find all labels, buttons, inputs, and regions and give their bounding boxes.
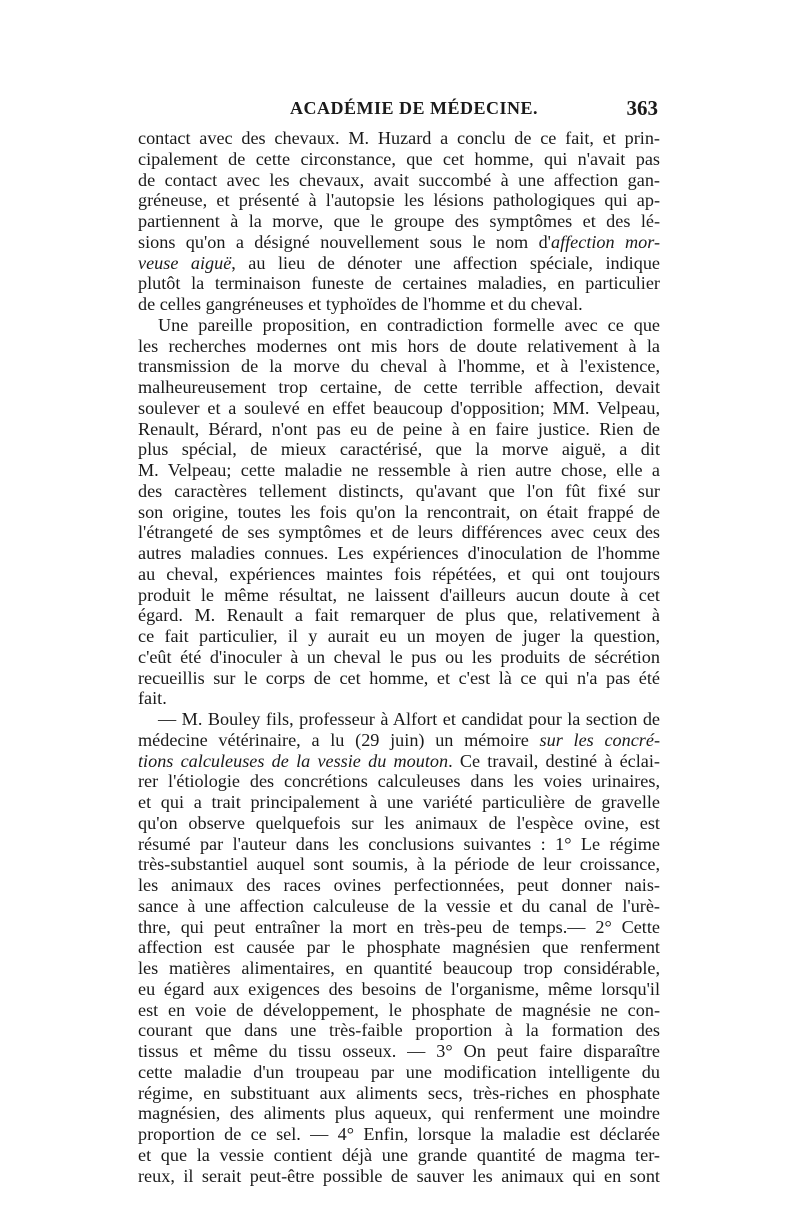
- text-line: proportion de ce sel. — 4° Enfin, lorsque la maladie est déclarée: [138, 1124, 660, 1144]
- paragraph-2: [138, 315, 660, 709]
- page-number: 363: [626, 96, 658, 120]
- text-line: plus spécial, de mieux caractérisé, que la morve aiguë, a dit: [138, 439, 660, 460]
- text-line: des caractères tellement distincts, qu'avant que l'on fût fixé sur: [138, 480, 660, 501]
- text-line: est en voie de développement, le phosphate de magnésie ne con-: [138, 999, 660, 1020]
- text-line: l'étrangeté de ses symptômes et de leurs différences avec ceux des: [138, 522, 660, 543]
- text-line: eu égard aux exigences des besoins de l'organisme, même lorsqu'il: [138, 978, 660, 999]
- text-line: les recherches modernes ont mis hors de doute relativement à la: [138, 335, 660, 356]
- text-line: de contact avec les chevaux, avait succombé à une affection gan-: [138, 169, 660, 190]
- text-line: régime, en substituant aux aliments secs, très-riches en phosphate: [138, 1082, 660, 1103]
- text-line: égard. M. Renault a fait remarquer de plus que, relativement à: [138, 605, 660, 626]
- text-line: c'eût été d'inoculer à un cheval le pus ou les produits de sécrétion: [138, 646, 660, 667]
- text-line: recueillis sur le corps de cet homme, et c'est là ce qui n'a pas été: [138, 667, 660, 688]
- text-line: plutôt la terminaison funeste de certaines maladies, en particulier: [138, 273, 660, 294]
- text-line: ce fait particulier, il y aurait eu un moyen de juger la question,: [138, 626, 660, 646]
- text-line: thre, qui peut entraîner la mort en très-peu de temps.— 2° Cette: [138, 916, 660, 937]
- text-line: transmission de la morve du cheval à l'homme, et à l'existence,: [138, 356, 660, 377]
- text-line: Une pareille proposition, en contradiction formelle avec ce que: [158, 314, 660, 335]
- text-line: tissus et même du tissu osseux. — 3° On peut faire disparaître: [138, 1041, 660, 1061]
- text-line: reux, il serait peut-être possible de sauver les animaux qui en sont: [138, 1165, 660, 1186]
- paragraph-1: [138, 128, 660, 315]
- text-line: sions qu'on a désigné nouvellement sous le nom d'affection mor-: [138, 231, 660, 252]
- text-line: tions calculeuses de la vessie du mouton. Ce travail, destiné à éclai-: [138, 750, 660, 771]
- text-line: résumé par l'auteur dans les conclusions suivantes : 1° Le régime: [138, 833, 660, 854]
- text-line: cette maladie d'un troupeau par une modification intelligente du: [138, 1061, 660, 1082]
- text-line: les animaux des races ovines perfectionnées, peut donner nais-: [138, 875, 660, 895]
- text-line: malheureusement trop certaine, de cette terrible affection, devait: [138, 377, 660, 397]
- text-line: affection est causée par le phosphate magnésien que renferment: [138, 937, 660, 958]
- text-line: autres maladies connues. Les expériences d'inoculation de l'homme: [138, 543, 660, 563]
- text-line: médecine vétérinaire, a lu (29 juin) un mémoire sur les concré-: [138, 729, 660, 750]
- text-line: de celles gangréneuses et typhoïdes de l'homme et du cheval.: [138, 294, 583, 314]
- body-text: [138, 128, 660, 1186]
- text-line: contact avec des chevaux. M. Huzard a conclu de ce fait, et prin-: [138, 128, 660, 148]
- text-line: au cheval, expériences maintes fois répétées, et qui ont toujours: [138, 563, 660, 584]
- text-line: M. Velpeau; cette maladie ne ressemble à rien autre chose, elle a: [138, 460, 660, 480]
- text-line: veuse aiguë, au lieu de dénoter une affection spéciale, indique: [138, 252, 660, 273]
- text-line: rer l'étiologie des concrétions calculeuses dans les voies urinaires,: [138, 771, 660, 792]
- text-line: fait.: [138, 688, 167, 709]
- text-line: son origine, toutes les fois qu'on la rencontrait, on était frappé de: [138, 501, 660, 522]
- text-line: qu'on observe quelquefois sur les animaux de l'espèce ovine, est: [138, 812, 660, 833]
- page-header: [140, 96, 658, 124]
- text-line: — M. Bouley fils, professeur à Alfort et candidat pour la section de: [158, 709, 660, 729]
- text-line: sance à une affection calculeuse de la vessie et du canal de l'urè-: [138, 895, 660, 916]
- text-line: et qui a trait principalement à une variété particulière de gravelle: [138, 792, 660, 812]
- text-line: Renault, Bérard, n'ont pas eu de peine à en faire justice. Rien de: [138, 418, 660, 439]
- text-line: les matières alimentaires, en quantité beaucoup trop considérable,: [138, 958, 660, 978]
- text-line: très-substantiel auquel sont soumis, à la période de leur croissance,: [138, 854, 660, 875]
- text-line: soulever et a soulevé en effet beaucoup d'opposition; MM. Velpeau,: [138, 397, 660, 418]
- text-line: et que la vessie contient déjà une grande quantité de magma ter-: [138, 1144, 660, 1165]
- text-line: cipalement de cette circonstance, que cet homme, qui n'avait pas: [138, 148, 660, 169]
- text-line: courant que dans une très-faible proportion à la formation des: [138, 1020, 660, 1041]
- text-line: produit le même résultat, ne laissent d'ailleurs aucun doute à cet: [138, 584, 660, 605]
- text-line: partiennent à la morve, que le groupe des symptômes et des lé-: [138, 211, 660, 231]
- text-line: magnésien, des aliments plus aqueux, qui renferment une moindre: [138, 1103, 660, 1124]
- running-head: ACADÉMIE DE MÉDECINE.: [290, 98, 539, 118]
- paragraph-3: [138, 709, 660, 1186]
- text-line: gréneuse, et présenté à l'autopsie les lésions pathologiques qui ap-: [138, 190, 660, 211]
